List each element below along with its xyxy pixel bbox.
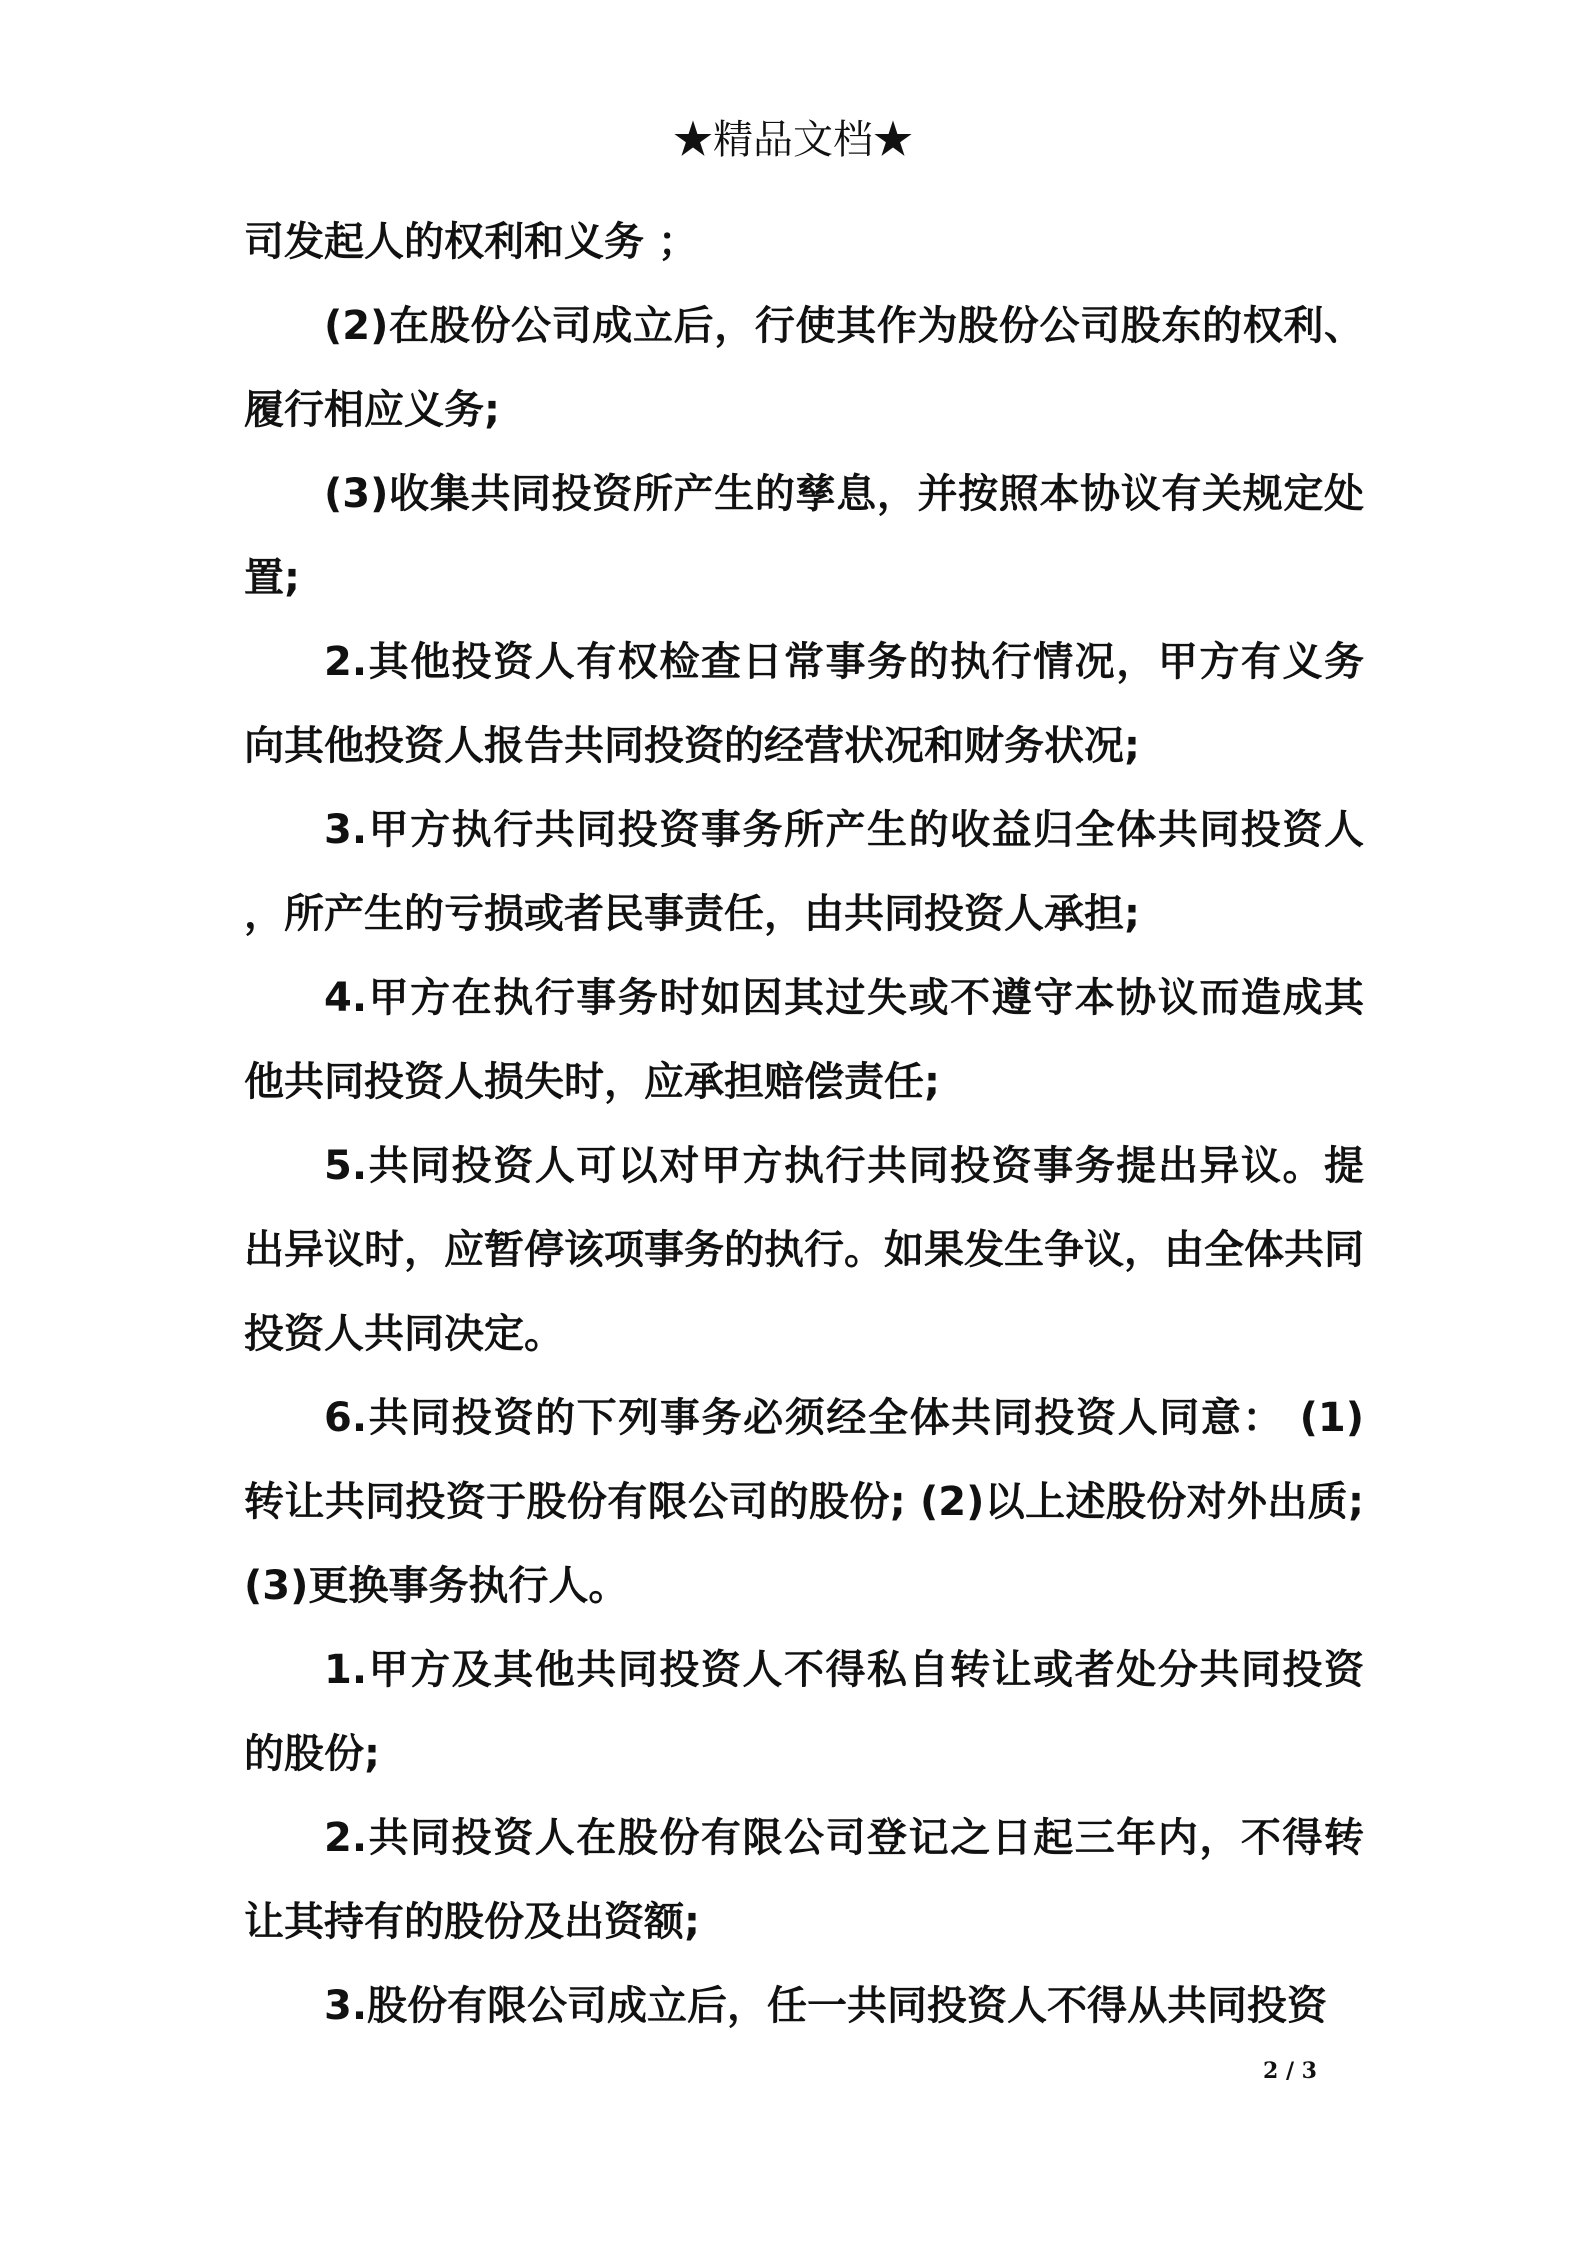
paragraph: 5.共同投资人可以对甲方执行共同投资事务提出异议。提出异议时，应暂停该项事务的执行。如果发生争议，由全体共同投资人共同决定。 [244,1143,1364,1357]
paragraph: (2)在股份公司成立后，行使其作为股份公司股东的权利、履行相应义务; [244,303,1364,433]
paragraph: 3.甲方执行共同投资事务所产生的收益归全体共同投资人，所产生的亏损或者民事责任，由共同投资人承担; [244,807,1364,937]
paragraph: 4.甲方在执行事务时如因其过失或不遵守本协议而造成其他共同投资人损失时，应承担赔偿责任; [244,975,1364,1105]
document-body [244,200,1364,2048]
paragraph: 3.股份有限公司成立后，任一共同投资人不得从共同投资 [324,1983,1328,2029]
paragraph: 6.共同投资的下列事务必须经全体共同投资人同意： (1)转让共同投资于股份有限公司的股份; (2)以上述股份对外出质; (3)更换事务执行人。 [244,1395,1364,1609]
paragraph: 2.其他投资人有权检查日常事务的执行情况，甲方有义务向其他投资人报告共同投资的经营状况和财务状况; [244,639,1364,769]
paragraph-continuation: 司发起人的权利和义务 ； [244,219,698,265]
page-header-title: ★精品文档★ [673,117,913,163]
paragraph: 1.甲方及其他共同投资人不得私自转让或者处分共同投资的股份; [244,1647,1364,1777]
page-number: 2 / 3 [1263,2058,1317,2084]
paragraph: 2.共同投资人在股份有限公司登记之日起三年内，不得转让其持有的股份及出资额; [244,1815,1364,1945]
paragraph: (3)收集共同投资所产生的孳息，并按照本协议有关规定处置; [244,471,1364,601]
